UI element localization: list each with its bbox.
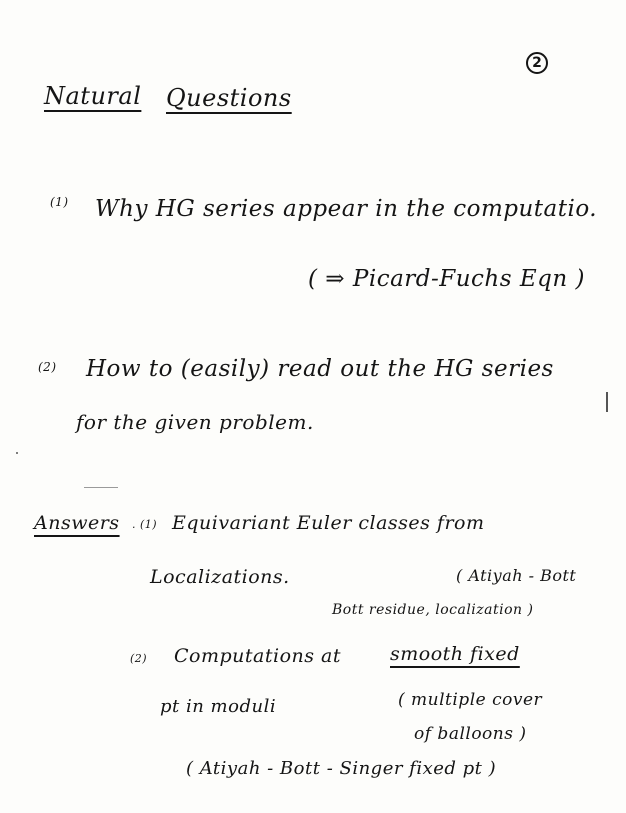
answer2-ref3: ( Atiyah - Bott - Singer fixed pt )	[186, 758, 497, 779]
answer1-ref2: Bott residue, localization )	[332, 602, 534, 618]
page-number-text: 2	[532, 55, 542, 71]
edge-mark	[606, 392, 608, 412]
q1-subtext: ( ⇒ Picard-Fuchs Eqn )	[308, 266, 585, 292]
answer1-line2: Localizations.	[150, 566, 290, 588]
q1-text: Why HG series appear in the computatio.	[95, 196, 598, 222]
stray-dot	[16, 452, 18, 454]
heading-questions: Questions	[166, 84, 292, 112]
answer1-line1: Equivariant Euler classes from	[172, 512, 485, 534]
answer2-ref2: of balloons )	[414, 724, 527, 744]
q2-number: (2)	[38, 360, 57, 374]
q2-line2: for the given problem.	[76, 410, 314, 434]
answer1-ref1: ( Atiyah - Bott	[456, 566, 577, 585]
page-number	[526, 52, 548, 74]
q2-line1: How to (easily) read out the HG series	[86, 356, 554, 382]
answer2-ref1: ( multiple cover	[398, 690, 543, 710]
stray-mark	[84, 487, 118, 488]
answer1-number: . (1)	[132, 518, 158, 531]
heading-natural: Natural	[44, 82, 142, 110]
answer2-line2: pt in moduli	[160, 696, 277, 717]
answer2-pre: Computations at	[174, 645, 341, 667]
answer2-number: (2)	[130, 652, 148, 665]
q1-number: (1)	[50, 195, 69, 209]
answers-label: Answers	[34, 512, 120, 534]
answer2-smooth-fixed: smooth fixed	[390, 643, 520, 665]
